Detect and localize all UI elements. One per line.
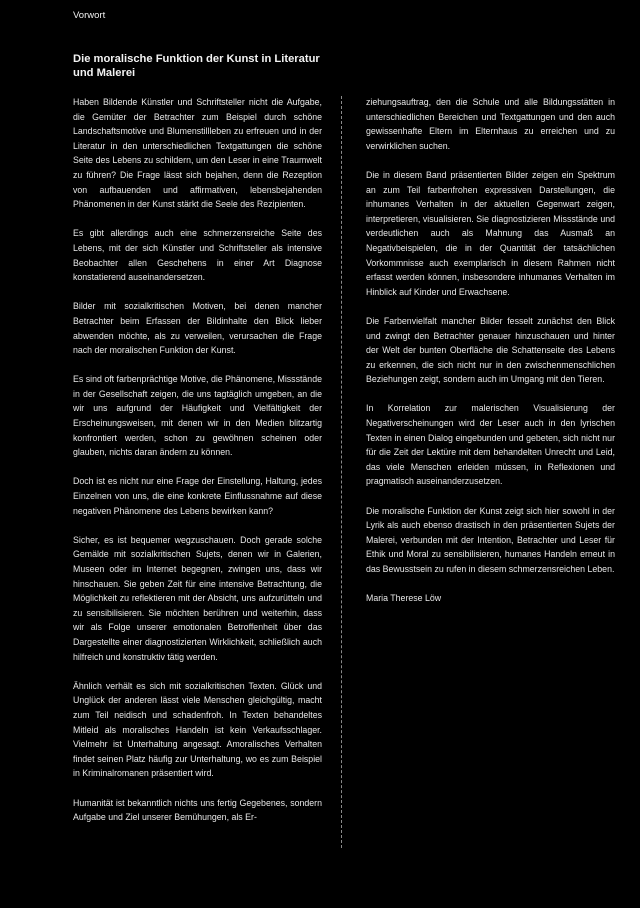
paragraph: Ähnlich verhält es sich mit sozialkritischen Texten. Glück und Unglück der anderen lässt viele Menschen gleichgültig, macht zum Teil neidisch und schadenfroh. In Texten behandeltes Mitleid als moralisches Handeln ist kein Verkaufsschlager. Vielmehr ist Unterhaltung angesagt. Amoralisches Verhalten findet seinen Platz häufig zur Unterhaltung, wo es zum Beispiel in Kriminalromanen präsentiert wird. [73, 680, 322, 779]
right-column [366, 95, 615, 620]
paragraph: Die moralische Funktion der Kunst zeigt sich hier sowohl in der Lyrik als auch ebenso drastisch in den präsentierten Sujets der Malerei, verbunden mit der Intention, Betrachter und Leser für Ethik und Moral zu sensibilisieren, humanes Handeln erneut in das Bewusstsein zu rufen in diesem schmerzensreichen Leben. [366, 505, 615, 574]
paragraph: In Korrelation zur malerischen Visualisierung der Negativerscheinungen wird der Leser auch in den lyrischen Texten in einen Dialog eingebunden und gebeten, sich nicht nur für die Zeit der Lektüre mit dem behandelten Unrecht und Leid, das viele Menschen erleiden müssen, in Reflexionen und pragmatisch auseinanderzusetzen. [366, 403, 615, 487]
article-title: Die moralische Funktion der Kunst in Literatur und Malerei [73, 53, 320, 79]
paragraph: Bilder mit sozialkritischen Motiven, bei denen mancher Betrachter beim Erfassen der Bildinhalte den Blick lieber abwenden möchte, als zu verweilen, verursachen die Frage nach der moralischen Funktion der Kunst. [73, 301, 322, 356]
paragraph: Haben Bildende Künstler und Schriftsteller nicht die Aufgabe, die Gemüter der Betrachter zum Beispiel durch schöne Landschaftsmotive und Blumenstillleben zu erfreuen und in der Literatur in den unterschiedlichen Textgattungen die schöne Seite des Lebens zu schildern, um den Leser in eine Traumwelt zu führen? Die Frage lässt sich bejahen, denn die Rezeption von aufbauenden und affirmativen, lebensbejahenden Phänomenen in der Kunst stärkt die Seele des Rezipienten. [73, 97, 322, 210]
paragraph: Sicher, es ist bequemer wegzuschauen. Doch gerade solche Gemälde mit sozialkritischen Sujets, denen wir in Galerien, Museen oder im Internet begegnen, zwingen uns, dass wir hinschauen. Sie geben Zeit für eine intensive Betrachtung, die Möglichkeit zu reflektieren mit der Absicht, uns aufzurütteln und zu sensibilisieren. Sie möchten berühren und weiterhin, dass wir als Folge unserer emotionalen Betroffenheit über das Dargestellte einer diagnostizierten Wirklichkeit, schließlich auch hilfreich und konstruktiv tätig werden. [73, 534, 322, 662]
paragraph: Es sind oft farbenprächtige Motive, die Phänomene, Missstände in der Gesellschaft zeigen, die uns tagtäglich umgeben, an die wir uns aufgrund der Häufigkeit und Vielfältigkeit der Erscheinungsweisen, mit denen wir in den Medien blitzartig konfrontiert werden, schon zu gewöhnen scheinen oder glauben, nichts daran ändern zu können. [73, 374, 322, 458]
paragraph: Die in diesem Band präsentierten Bilder zeigen ein Spektrum an zum Teil farbenfrohen expressiven Darstellungen, die inhumanes Verhalten in der aktuellen Gegenwart zeigen, interpretieren, visualisieren. Sie diagnostizieren Missstände und verdeutlichen auch als Mahnung das Ausmaß an Negativbeispielen, die in der Quantität der tatsächlichen Vorkommnisse auch exemplarisch in diesem Rahmen nicht erfasst werden können, insbesondere inhumanes Verhalten im Hinblick auf Kinder und Erwachsene. [366, 169, 615, 297]
author-signature: Maria Therese Löw [366, 593, 442, 604]
column-divider [341, 96, 342, 848]
paragraph: Es gibt allerdings auch eine schmerzensreiche Seite des Lebens, mit der sich Künstler und Schriftsteller als intensive Beobachter allen Geschehens in einer Art Diagnose konstatierend auseinandersetzen. [73, 228, 322, 283]
section-label: Vorwort [73, 10, 106, 21]
paragraph: Doch ist es nicht nur eine Frage der Einstellung, Haltung, jedes Einzelnen von uns, die eine konkrete Einflussnahme auf diese negativen Phänomene des Lebens bewirken kann? [73, 476, 322, 516]
paragraph: Humanität ist bekanntlich nichts uns fertig Gegebenes, sondern Aufgabe und Ziel unserer Bemühungen, als Er- [73, 797, 322, 823]
paragraph: Die Farbenvielfalt mancher Bilder fesselt zunächst den Blick und zwingt den Betrachter genauer hinzuschauen und hinter der Welt der bunten Oberfläche die Schattenseite des Lebens zu erkennen, die sich nicht nur in den zwischenmenschlichen Beziehungen zeigt, sondern auch im Umgang mit den Tieren. [366, 315, 615, 385]
paragraph: ziehungsauftrag, den die Schule und alle Bildungsstätten in unterschiedlichen Bereichen und Textgattungen und den auch gewissenhafte Eltern im Elternhaus zu erreichen und zu verwirklichen suchen. [366, 97, 615, 151]
left-column [73, 95, 322, 839]
